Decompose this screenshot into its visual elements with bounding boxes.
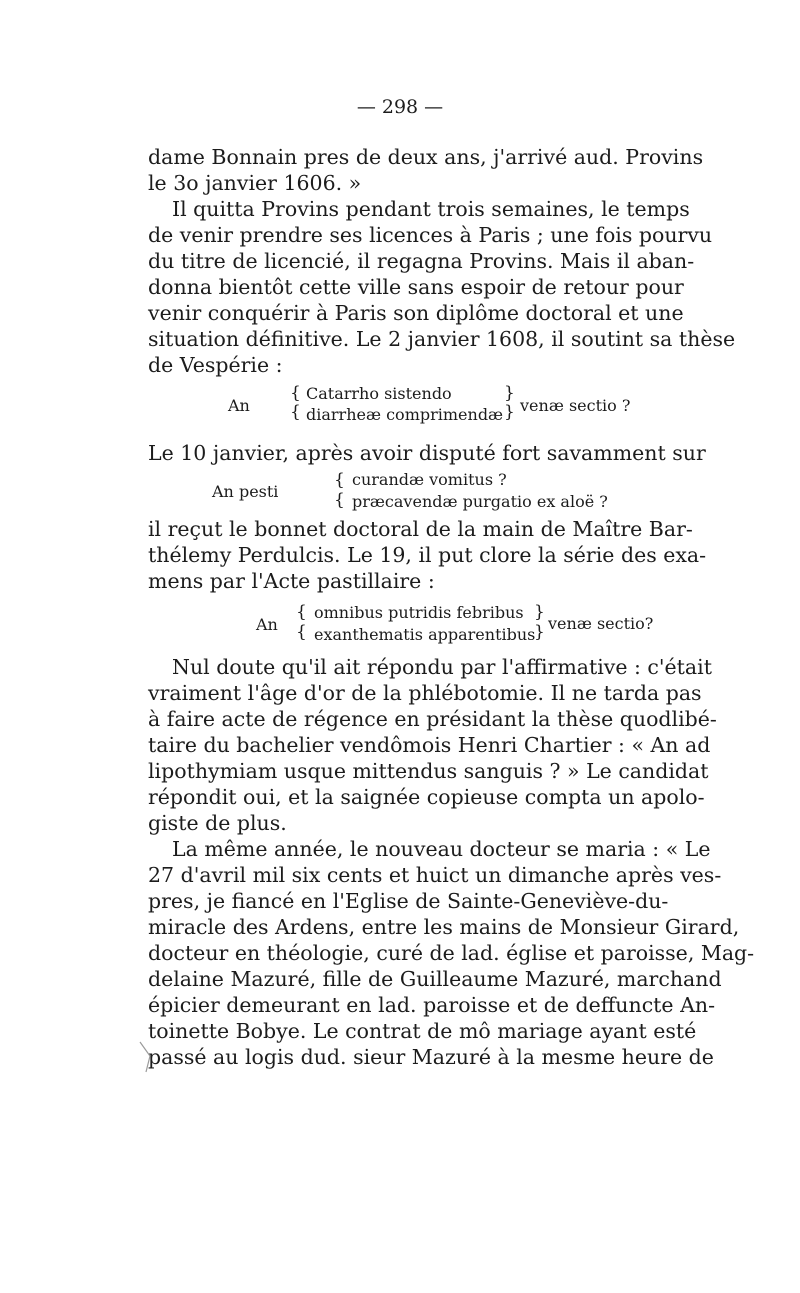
text-line: il reçut le bonnet doctoral de la main de Maître Bar- xyxy=(148,517,693,541)
left-brace-icon: { xyxy=(296,622,307,642)
text-line: de Vespérie : xyxy=(148,353,283,377)
text-line: Nul doute qu'il ait répondu par l'affirmative : c'était xyxy=(172,655,712,679)
text-line: giste de plus. xyxy=(148,811,287,835)
thesis-line: diarrheæ comprimendæ xyxy=(306,405,504,424)
text-line: Le 10 janvier, après avoir disputé fort savamment sur xyxy=(148,441,706,465)
left-brace-icon: { xyxy=(290,383,301,403)
thesis-line: Catarrho sistendo xyxy=(306,384,452,403)
text-line: 27 d'avril mil six cents et huict un dimanche après ves- xyxy=(148,863,722,887)
thesis-conclusion: venæ sectio? xyxy=(548,614,654,633)
text-line: situation définitive. Le 2 janvier 1608, il soutint sa thèse xyxy=(148,327,736,351)
thesis-conclusion: venæ sectio ? xyxy=(520,396,631,415)
text-line: taire du bachelier vendômois Henri Chartier : « An ad xyxy=(148,733,711,757)
left-brace-icon: { xyxy=(296,602,307,622)
right-brace-icon: } xyxy=(534,602,545,622)
text-line: répondit oui, et la saignée copieuse compta un apolo- xyxy=(148,785,705,809)
right-brace-icon: } xyxy=(534,622,545,642)
text-line: thélemy Perdulcis. Le 19, il put clore la série des exa- xyxy=(148,543,707,567)
left-brace-icon: { xyxy=(290,402,301,422)
thesis-an: An xyxy=(228,396,250,415)
text-line: donna bientôt cette ville sans espoir de retour pour xyxy=(148,275,684,299)
text-line: miracle des Ardens, entre les mains de Monsieur Girard, xyxy=(148,915,740,939)
text-line: docteur en théologie, curé de lad. église et paroisse, Mag- xyxy=(148,941,755,965)
pencil-mark-icon xyxy=(138,1038,152,1074)
text-line: mens par l'Acte pastillaire : xyxy=(148,569,435,593)
thesis-line: præcavendæ purgatio ex aloë ? xyxy=(352,492,608,511)
text-line: du titre de licencié, il regagna Provins. Mais il aban- xyxy=(148,249,695,273)
text-line: passé au logis dud. sieur Mazuré à la mesme heure de xyxy=(148,1045,714,1069)
text-line: lipothymiam usque mittendus sanguis ? » Le candidat xyxy=(148,759,709,783)
text-line: venir conquérir à Paris son diplôme doctoral et une xyxy=(148,301,684,325)
right-brace-icon: } xyxy=(504,383,515,403)
left-brace-icon: { xyxy=(334,490,345,510)
text-line: à faire acte de régence en présidant la thèse quodlibé- xyxy=(148,707,717,731)
thesis-line: exanthematis apparentibus xyxy=(314,625,536,644)
right-brace-icon: } xyxy=(504,402,515,422)
thesis-line: omnibus putridis febribus xyxy=(314,603,524,622)
text-line: Il quitta Provins pendant trois semaines, le temps xyxy=(172,197,690,221)
text-line: toinette Bobye. Le contrat de mô mariage ayant esté xyxy=(148,1019,697,1043)
text-line: delaine Mazuré, fille de Guilleaume Mazuré, marchand xyxy=(148,967,722,991)
text-line: La même année, le nouveau docteur se maria : « Le xyxy=(172,837,711,861)
thesis-an: An xyxy=(256,615,278,634)
text-line: dame Bonnain pres de deux ans, j'arrivé aud. Provins xyxy=(148,145,704,169)
left-brace-icon: { xyxy=(334,470,345,490)
text-line: pres, je fiancé en l'Eglise de Sainte-Geneviève-du- xyxy=(148,889,669,913)
page-number: — 298 — xyxy=(356,96,444,118)
text-line: vraiment l'âge d'or de la phlébotomie. Il ne tarda pas xyxy=(148,681,702,705)
thesis-an: An pesti xyxy=(212,482,279,501)
thesis-line: curandæ vomitus ? xyxy=(352,470,507,489)
text-line: épicier demeurant en lad. paroisse et de deffuncte An- xyxy=(148,993,716,1017)
text-line: de venir prendre ses licences à Paris ; une fois pourvu xyxy=(148,223,713,247)
text-line: le 3o janvier 1606. » xyxy=(148,171,362,195)
